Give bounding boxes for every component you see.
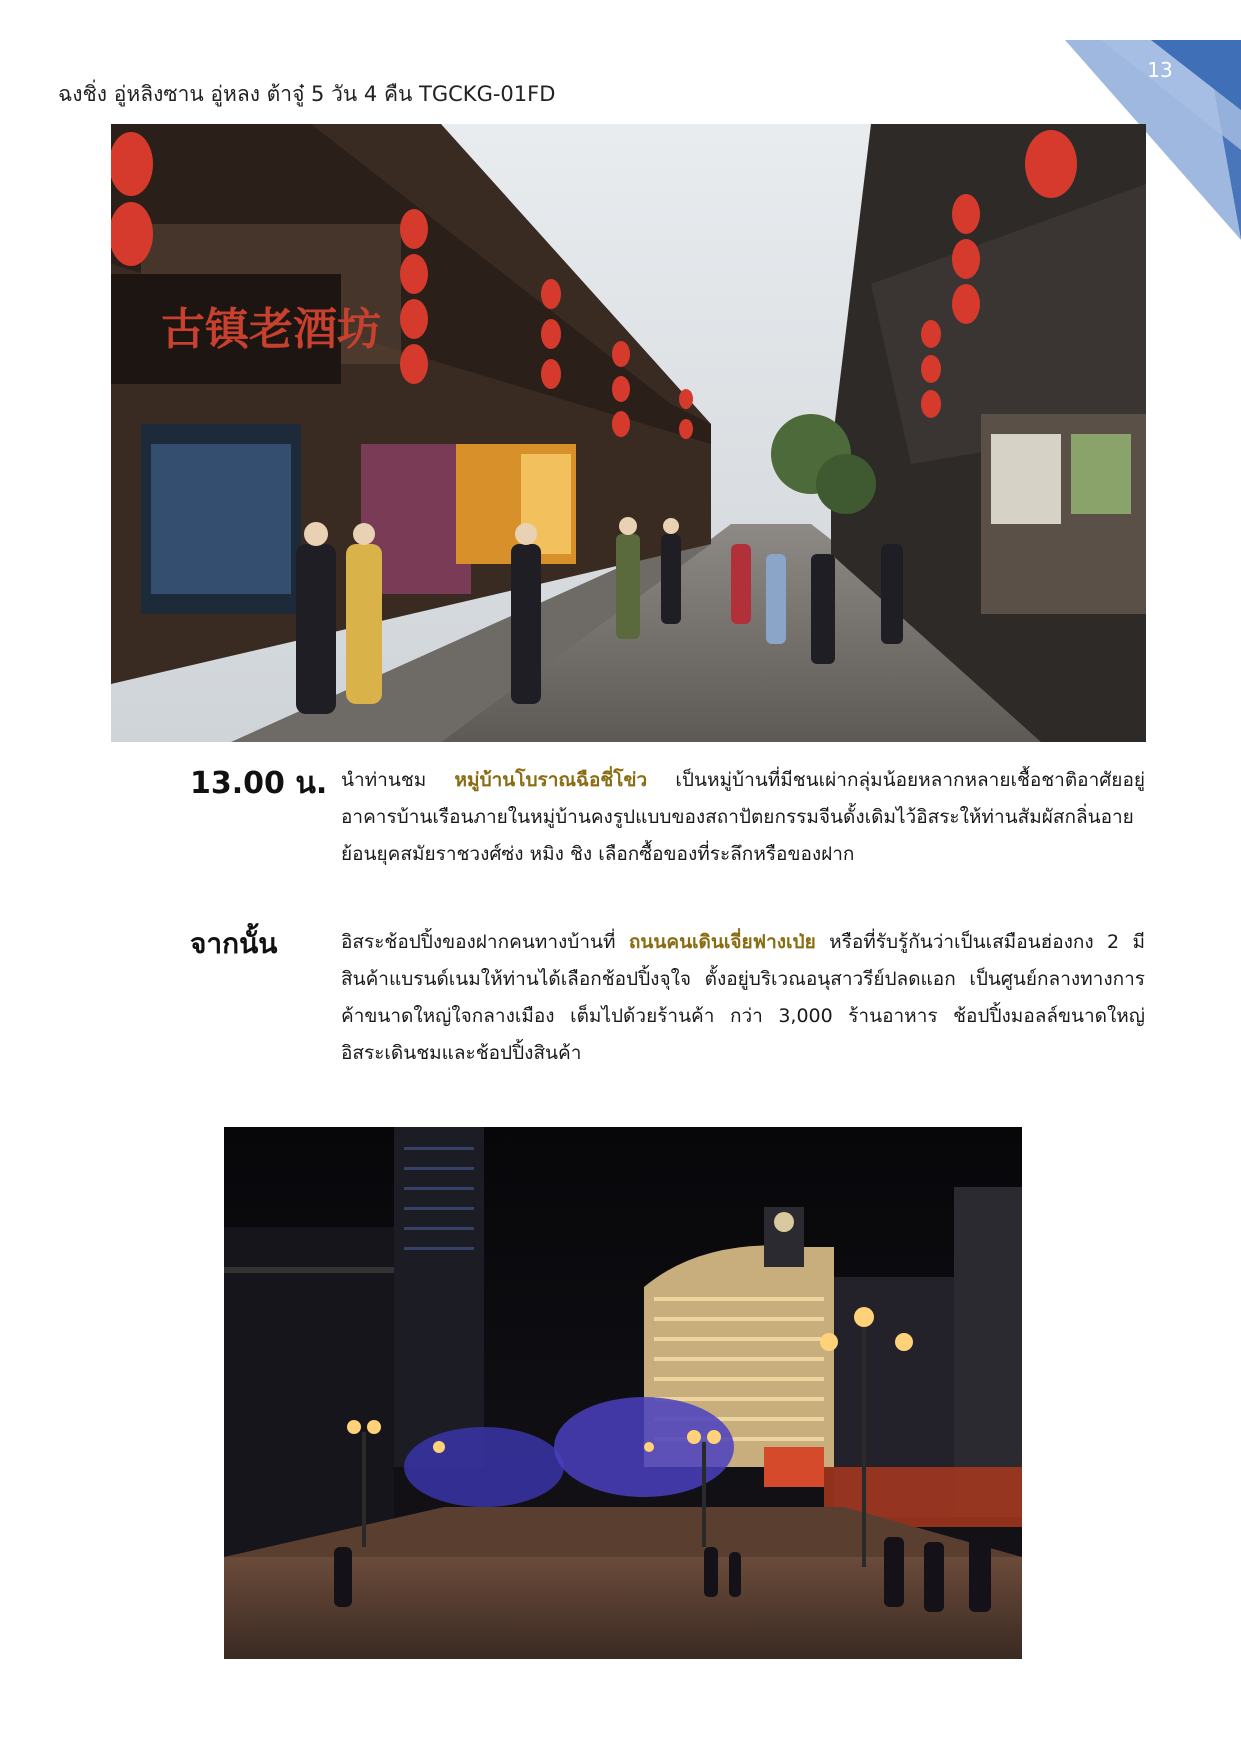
description-text: หรือที่รับรู้กันว่าเป็นเสมือนฮ่องกง 2 มีสินค้าแบรนด์เนมให้ท่านได้เลือกช้อปปิ้งจุใจ ตั้งอยู่บริเวณอนุสาวรีย์ปลดแอก เป็นศูนย์กลางทางการค้าขนาดใหญ่ใจกลางเมือง เต็มไปด้วยร้านค้า กว่า 3,000 ร้านอาหาร ช้อปปิ้งมอลล์ขนาดใหญ่ อิสระเดินชมและช้อปปิ้งสินค้า [341, 931, 1145, 1064]
night-city-plaza-photo [224, 1127, 1022, 1659]
description-text: อิสระช้อปปิ้งของฝากคนทางบ้านที่ [341, 931, 629, 953]
description-text: นำท่านชม [341, 769, 455, 791]
itinerary-description [341, 762, 1145, 873]
itinerary-time-label: จากนั้น [190, 927, 278, 960]
old-town-street-photo [111, 124, 1146, 742]
page-header-title: ฉงชิ่ง อู่หลิงซาน อู่หลง ต้าจู๋ 5 วัน 4 คืน TGCKG-01FD [58, 82, 556, 106]
highlighted-place-name: ถนนคนเดินเจี่ยฟางเป่ย [628, 931, 816, 953]
page-number: 13 [1147, 58, 1173, 82]
description-text: เป็นหมู่บ้านที่มีชนเผ่ากลุ่มน้อยหลากหลายเชื้อชาติอาศัยอยู่ อาคารบ้านเรือนภายในหมู่บ้านคงรูปแบบของสถาปัตยกรรมจีนดั้งเดิมไว้อิสระให้ท่านสัมผัสกลิ่นอายย้อนยุคสมัยราชวงศ์ซ่ง หมิง ชิง เลือกซื้อของที่ระลึกหรือของฝาก [341, 769, 1145, 865]
shop-sign-text: 古镇老酒坊 [161, 304, 381, 355]
highlighted-place-name: หมู่บ้านโบราณฉือชี่โข่ว [454, 769, 648, 791]
itinerary-description [341, 924, 1145, 1072]
itinerary-time-label: 13.00 น. [190, 766, 328, 801]
